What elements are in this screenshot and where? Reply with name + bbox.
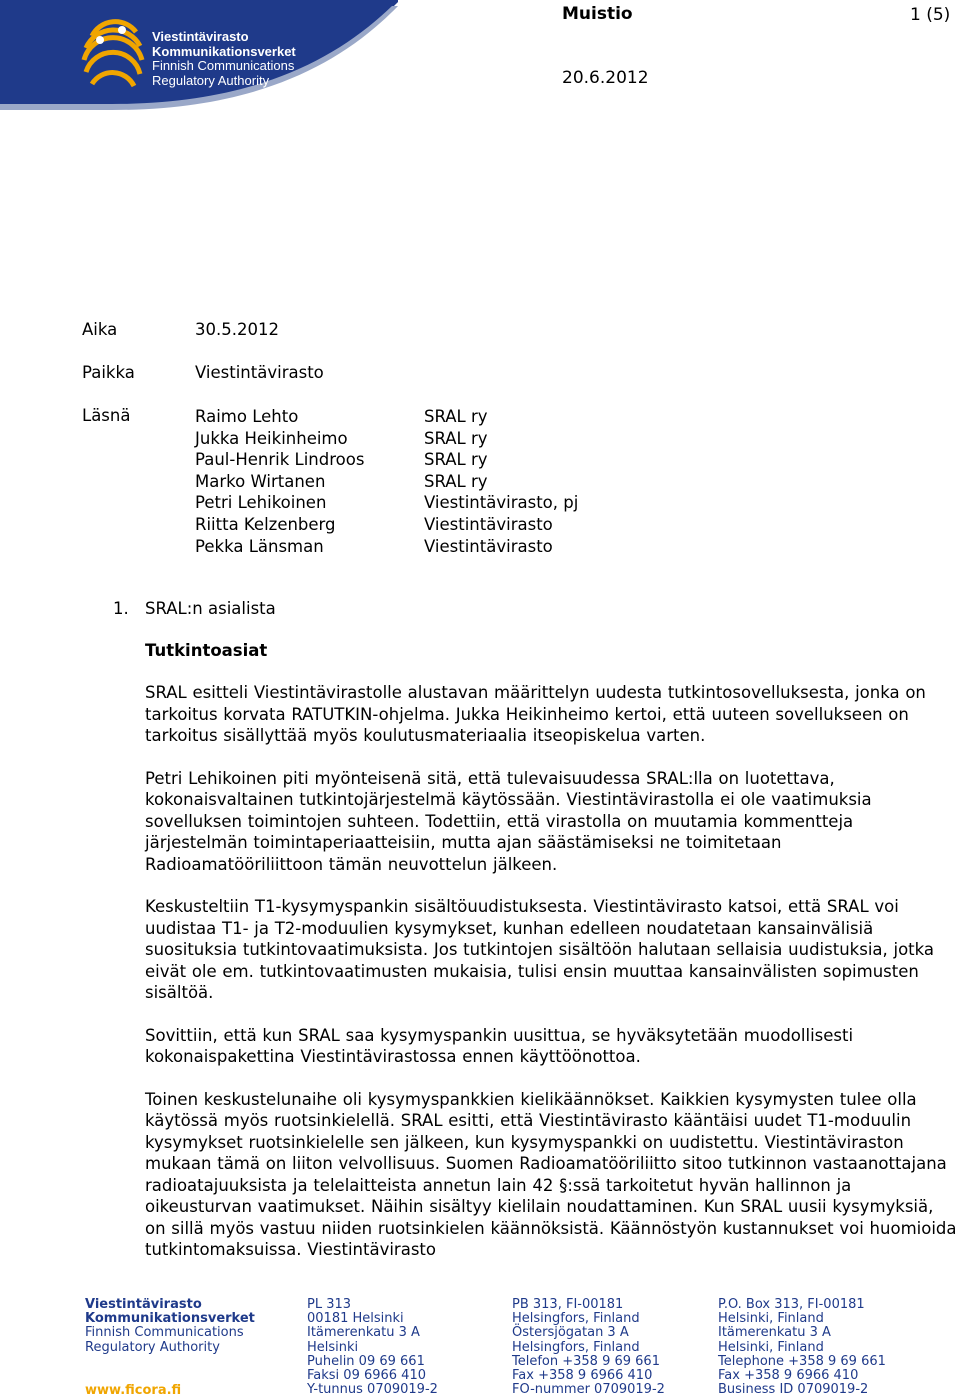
- footer-line: Itämerenkatu 3 A: [718, 1325, 831, 1341]
- logo-text: [152, 30, 296, 88]
- footer-org-names: [85, 1298, 255, 1355]
- footer-line: Fax +358 9 6966 410: [718, 1367, 859, 1383]
- footer-swedish-address: [512, 1298, 665, 1397]
- section-heading: [113, 598, 957, 620]
- footer-finnish-address: [307, 1298, 438, 1397]
- logo-line-1: Viestintävirasto: [152, 29, 249, 44]
- paragraph: SRAL esitteli Viestintävirastolle alustavan määrittelyn uudesta tutkintosovelluksesta, jonka on tarkoitus korvata RATUTKIN-ohjelma. Jukka Heikinheimo kertoi, että uuteen sovellukseen on tarkoitus sisällyttää myös koulutusmateriaalia itseopiskelua varten.: [145, 683, 926, 745]
- footer-line: Finnish Communications: [85, 1325, 244, 1341]
- footer-line: Business ID 0709019-2: [718, 1382, 869, 1398]
- attendee-name: Pekka Länsman: [195, 536, 324, 556]
- footer-line: Helsingfors, Finland: [512, 1311, 640, 1327]
- attendee-org: Viestintävirasto, pj: [424, 493, 579, 513]
- logo-line-4: Regulatory Authority: [152, 72, 270, 88]
- attendee-name: Raimo Lehto: [195, 407, 299, 426]
- footer-line: Kommunikationsverket: [85, 1311, 255, 1327]
- attendee-name: Jukka Heikinheimo: [195, 428, 348, 448]
- footer-english-address: [718, 1298, 886, 1397]
- logo-line-3: Finnish Communications: [152, 58, 295, 73]
- present-label: Läsnä: [82, 406, 131, 425]
- memo-body: [113, 598, 957, 1261]
- attendee-org: Viestintävirasto: [424, 514, 553, 534]
- footer-line: Östersjögatan 3 A: [512, 1325, 629, 1341]
- website-link[interactable]: www.ficora.fi: [85, 1383, 182, 1398]
- document-date: 20.6.2012: [562, 68, 649, 88]
- footer-line: Helsinki, Finland: [718, 1339, 824, 1355]
- footer-line: Y-tunnus 0709019-2: [307, 1382, 438, 1398]
- footer-line: Regulatory Authority: [85, 1339, 220, 1355]
- paragraph: Petri Lehikoinen piti myönteisenä sitä, että tulevaisuudessa SRAL:lla on luotettava, kokonaisvaltainen tutkintojärjestelmä käytössään. Viestintävirastolla ei ole vaatimuksia sovelluksen toimintojen suhteen. Todettiin, että virastolla on muutamia kommentteja järjestelmän toimintaperiaatteisiin, mutta ajan säästämiseksi ne toimitetaan Radioamatööriliittoon tämän neuvottelun jälkeen.: [145, 768, 872, 874]
- section-title: SRAL:n asialista: [145, 599, 276, 618]
- attendee-org: Viestintävirasto: [424, 536, 553, 556]
- subsection-title: Tutkintoasiat: [145, 640, 268, 660]
- footer-line: Faksi 09 6966 410: [307, 1367, 426, 1383]
- attendee-org: SRAL ry: [424, 450, 488, 470]
- paragraph: Sovittiin, että kun SRAL saa kysymyspankin uusittua, se hyväksytetään muodollisesti kokonaispakettina Viestintävirastossa ennen käyttöönottoa.: [145, 1025, 854, 1066]
- paragraph: Toinen keskustelunaihe oli kysymyspankkien kielikäännökset. Kaikkien kysymysten tulee olla käytössä myös ruotsinkielellä. SRAL esitti, että Viestintävirasto kääntäisi uudet T1-moduulin kysymykset ruotsinkielelle sen jälkeen, kun kysymyspankki on uudistettu. Viestintäviraston mukaan tämä on liiton velvollisuus. Suomen Radioamatööriliitto sitoo tutkinnon vastaanottajana radioatajuuksista ja telelaitteista annetun lain 42 §:ssä tarkoitetut hyvän hallinnon ja oikeusturvan vaatimukset. Näihin sisältyy kielilain noudattaminen. Kun SRAL uusii kysymyksiä, on sillä myös vastuu niiden ruotsinkielen käännöksistä. Käännöstyön kustannukset voi huomioida tutkintomaksuissa. Viestintävirasto: [145, 1089, 957, 1259]
- footer-line: Fax +358 9 6966 410: [512, 1367, 653, 1383]
- ficora-logo: [0, 0, 398, 110]
- footer-line: PB 313, FI-00181: [512, 1297, 624, 1312]
- footer-line: Helsinki: [307, 1339, 359, 1355]
- footer-line: P.O. Box 313, FI-00181: [718, 1297, 865, 1312]
- time-label: Aika: [82, 320, 118, 339]
- footer-line: Viestintävirasto: [85, 1297, 202, 1312]
- place-label: Paikka: [82, 363, 135, 382]
- footer-line: Helsingfors, Finland: [512, 1339, 640, 1355]
- footer-line: Telephone +358 9 69 661: [718, 1353, 886, 1369]
- attendee-org: SRAL ry: [424, 407, 488, 426]
- attendee-name: Riitta Kelzenberg: [195, 514, 336, 534]
- footer-line: FO-nummer 0709019-2: [512, 1382, 665, 1398]
- attendee-name: Petri Lehikoinen: [195, 493, 327, 513]
- footer-line: 00181 Helsinki: [307, 1311, 404, 1327]
- footer-line: PL 313: [307, 1297, 352, 1312]
- page-number: 1 (5): [910, 5, 951, 25]
- attendee-org: SRAL ry: [424, 471, 488, 491]
- time-value: 30.5.2012: [195, 320, 279, 339]
- document-type: Muistio: [562, 4, 633, 24]
- place-value: Viestintävirasto: [195, 363, 324, 382]
- footer-line: Helsinki, Finland: [718, 1311, 824, 1327]
- footer-line: Itämerenkatu 3 A: [307, 1325, 420, 1341]
- section-number: 1.: [113, 599, 129, 618]
- attendee-org: SRAL ry: [424, 428, 488, 448]
- logo-line-2: Kommunikationsverket: [152, 43, 296, 59]
- footer-line: Puhelin 09 69 661: [307, 1353, 425, 1369]
- attendee-name: Marko Wirtanen: [195, 471, 326, 491]
- footer-line: Telefon +358 9 69 661: [512, 1353, 660, 1369]
- attendee-name: Paul-Henrik Lindroos: [195, 450, 365, 470]
- footer: [0, 1298, 960, 1400]
- paragraph: Keskusteltiin T1-kysymyspankin sisältöuudistuksesta. Viestintävirasto katsoi, että SRAL voi uudistaa T1- ja T2-moduulien kysymykset, kunhan edelleen noudatetaan kansainvälisiä suosituksia tutkintovaatimuksista. Jos tutkintojen sisältöön halutaan sellaisia uudistuksia, jotka eivät ole em. tutkintovaatimusten mukaisia, tulisi ensin muuttaa kansainvälisten sopimusten sisältöä.: [145, 897, 935, 1002]
